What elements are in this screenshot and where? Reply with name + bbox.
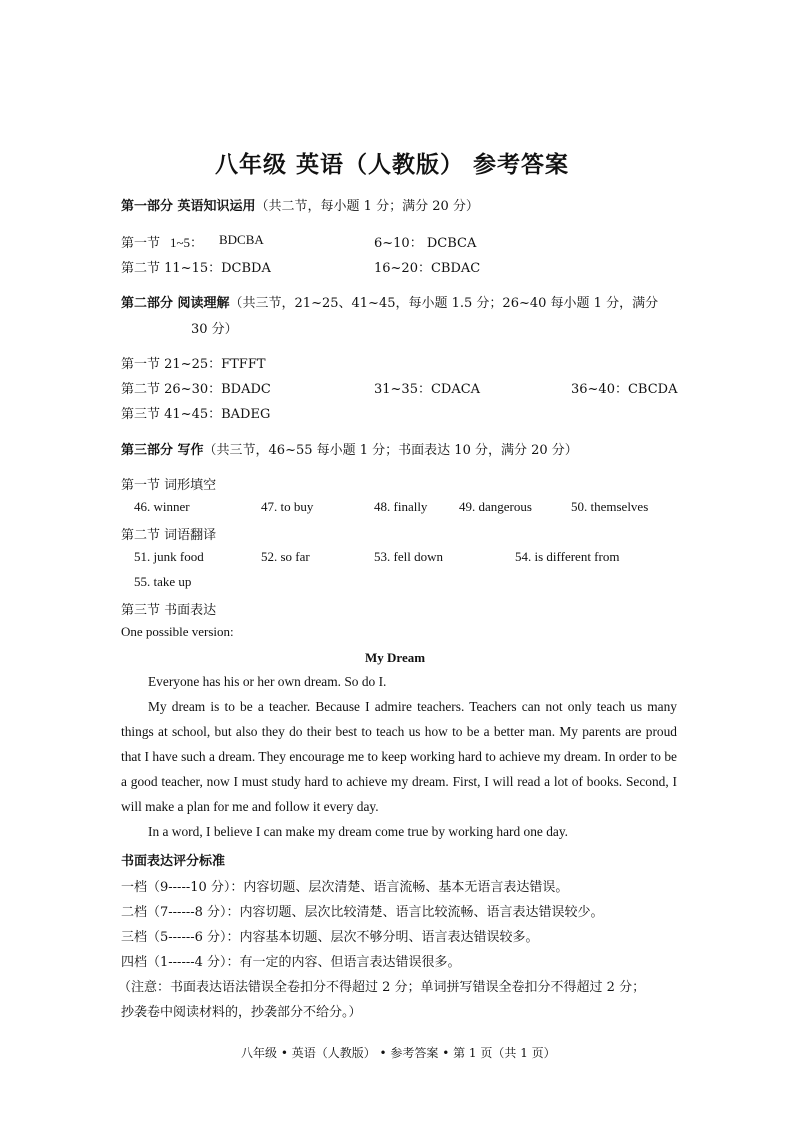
essay-paragraph: In a word, I believe I can make my dream come true by working hard one day.: [148, 824, 569, 839]
part2-note: （共三节，21~25、41~45，每小题 1.5 分；26~40 每小题 1 分，满分: [229, 296, 659, 311]
part1-header: [121, 195, 479, 214]
part2-sec2-answers-b: 31~35：CDACA: [374, 382, 481, 397]
rubric-note-line2: 抄袭卷中阅读材料的，抄袭部分不给分。）: [121, 1005, 362, 1020]
part2-sec1-answers: 第一节 21~25：FTFFT: [121, 357, 266, 372]
part3-sec3-label: 第三节 书面表达: [121, 603, 217, 618]
rubric-level: 二档（7------8 分）：内容切题、层次比较清楚、语言比较流畅、语言表达错误较少。: [121, 905, 604, 920]
translation-answer: 51. junk food: [134, 549, 204, 564]
possible-version-label: One possible version:: [121, 624, 234, 639]
rubric-note-line1: （注意：书面表达语法错误全卷扣分不得超过 2 分；单词拼写错误全卷扣分不得超过 2 分；: [118, 980, 646, 995]
part2-header: [121, 292, 658, 311]
essay-title: My Dream: [365, 650, 426, 665]
rubric-level: 一档（9-----10 分）：内容切题、层次清楚、语言流畅、基本无语言表达错误。: [121, 880, 569, 895]
part3-header: [121, 439, 578, 458]
part2-sec2-answers-c: 36~40：CBCDA: [571, 382, 678, 397]
page-title: 八年级 英语（人教版） 参考答案: [215, 151, 570, 178]
part2-heading: 第二部分 阅读理解: [121, 296, 230, 311]
page-footer: 八年级 • 英语（人教版） • 参考答案 • 第 1 页（共 1 页）: [241, 1046, 556, 1060]
part2-note-line2: 30 分）: [191, 322, 238, 337]
part3-sec1-label: 第一节 词形填空: [121, 478, 217, 493]
part2-sec2-answers-a: 第二节 26~30：BDADC: [121, 382, 271, 397]
translation-answer: 55. take up: [134, 574, 192, 589]
translation-answer: 52. so far: [261, 549, 310, 564]
part3-note: （共三节，46~55 每小题 1 分；书面表达 10 分，满分 20 分）: [203, 443, 578, 458]
fill-answer: 48. finally: [374, 499, 428, 514]
rubric-level: 三档（5------6 分）：内容基本切题、层次不够分明、语言表达错误较多。: [121, 930, 539, 945]
part1-sec1-range: 1~5：: [170, 235, 204, 250]
rubric-heading: 书面表达评分标准: [121, 854, 226, 869]
sample-essay: [121, 669, 677, 844]
essay-paragraph: Everyone has his or her own dream. So do I.: [148, 674, 387, 689]
part1-sec1-answers: BDCBA: [219, 232, 264, 247]
part1-note: （共二节，每小题 1 分；满分 20 分）: [255, 199, 479, 214]
part1-sec1-answers-b: 6~10： DCBCA: [374, 236, 477, 251]
part1-sec2-answers-a: 第二节 11~15：DCBDA: [121, 261, 271, 276]
part1-heading: 第一部分 英语知识运用: [121, 199, 256, 214]
part3-heading: 第三部分 写作: [121, 443, 204, 458]
part3-sec2-label: 第二节 词语翻译: [121, 528, 217, 543]
part1-sec2-answers-b: 16~20：CBDAC: [374, 261, 481, 276]
translation-answer: 53. fell down: [374, 549, 443, 564]
translation-answer: 54. is different from: [515, 549, 620, 564]
part2-sec3-answers: 第三节 41~45：BADEG: [121, 407, 271, 422]
fill-answer: 50. themselves: [571, 499, 649, 514]
fill-answer: 47. to buy: [261, 499, 314, 514]
part1-sec1-label: 第一节: [121, 236, 161, 251]
fill-answer: 49. dangerous: [459, 499, 532, 514]
fill-answer: 46. winner: [134, 499, 190, 514]
essay-paragraph: My dream is to be a teacher. Because I admire teachers. Teachers can not only teach us many things at school, but also they do their best to teach us how to be a better man. My parents are proud that I have such a dream. They encourage me to keep working hard to achieve my dream. In order to be a good teacher, now I must study hard to achieve my dream. First, I will read a lot of books. Second, I will make a plan for me and follow it every day.: [121, 699, 677, 814]
rubric-level: 四档（1------4 分）：有一定的内容、但语言表达错误很多。: [121, 955, 461, 970]
